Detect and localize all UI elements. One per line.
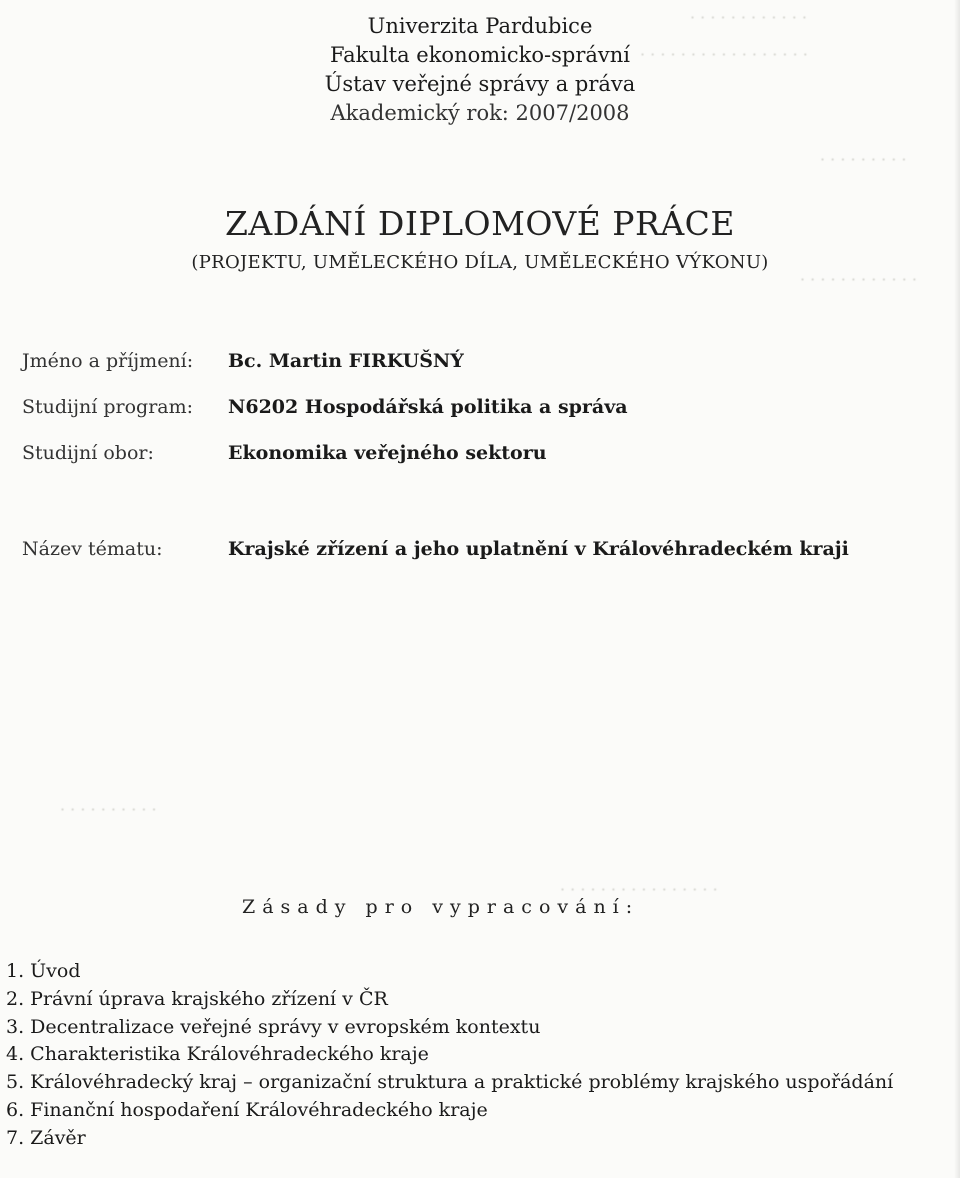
field-label-field: Studijní obor: xyxy=(22,442,154,464)
title-main: ZADÁNÍ DIPLOMOVÉ PRÁCE xyxy=(224,204,735,243)
faculty-name: Fakulta ekonomicko-správní xyxy=(330,43,630,67)
field-value-topic: Krajské zřízení a jeho uplatnění v Královéhradeckém kraji xyxy=(228,538,849,560)
university-name: Univerzita Pardubice xyxy=(367,14,593,38)
field-label-program: Studijní program: xyxy=(22,396,194,418)
field-value-field: Ekonomika veřejného sektoru xyxy=(228,442,547,464)
institute-name: Ústav veřejné správy a práva xyxy=(324,72,636,96)
list-item: 5. Královéhradecký kraj – organizační struktura a praktické problémy krajského uspořádání xyxy=(6,1071,894,1094)
list-item: 4. Charakteristika Královéhradeckého kraje xyxy=(6,1043,429,1066)
page-edge-shadow xyxy=(954,0,960,1178)
list-item: 2. Právní úprava krajského zřízení v ČR xyxy=(6,987,388,1010)
list-item: 1. Úvod xyxy=(6,960,81,982)
field-label-name: Jméno a příjmení: xyxy=(22,350,194,372)
title-subtitle: (PROJEKTU, UMĚLECKÉHO DÍLA, UMĚLECKÉHO VÝKONU) xyxy=(191,252,769,273)
reverse-side-bleed-through: · · · · · · · · · · · · · · · · · · · · · · · · · · · · · · · · · · · · · · · · · · · · · · · · · · · · · · · · · · · · · · · · · · · · · · · · · · · · xyxy=(60,8,917,899)
document-header xyxy=(0,12,960,128)
principles-heading: Zásady pro vypracování: xyxy=(242,896,640,918)
field-value-name: Bc. Martin FIRKUŠNÝ xyxy=(228,350,464,372)
field-value-program: N6202 Hospodářská politika a správa xyxy=(228,396,628,418)
list-item: 6. Finanční hospodaření Královéhradeckého kraje xyxy=(6,1098,488,1121)
list-item: 7. Závěr xyxy=(6,1126,86,1149)
document-title xyxy=(0,200,960,278)
principles-list xyxy=(6,958,893,1153)
list-item: 3. Decentralizace veřejné správy v evropském kontextu xyxy=(6,1015,541,1038)
field-label-topic: Název tématu: xyxy=(22,538,163,560)
academic-year: Akademický rok: 2007/2008 xyxy=(330,101,630,125)
